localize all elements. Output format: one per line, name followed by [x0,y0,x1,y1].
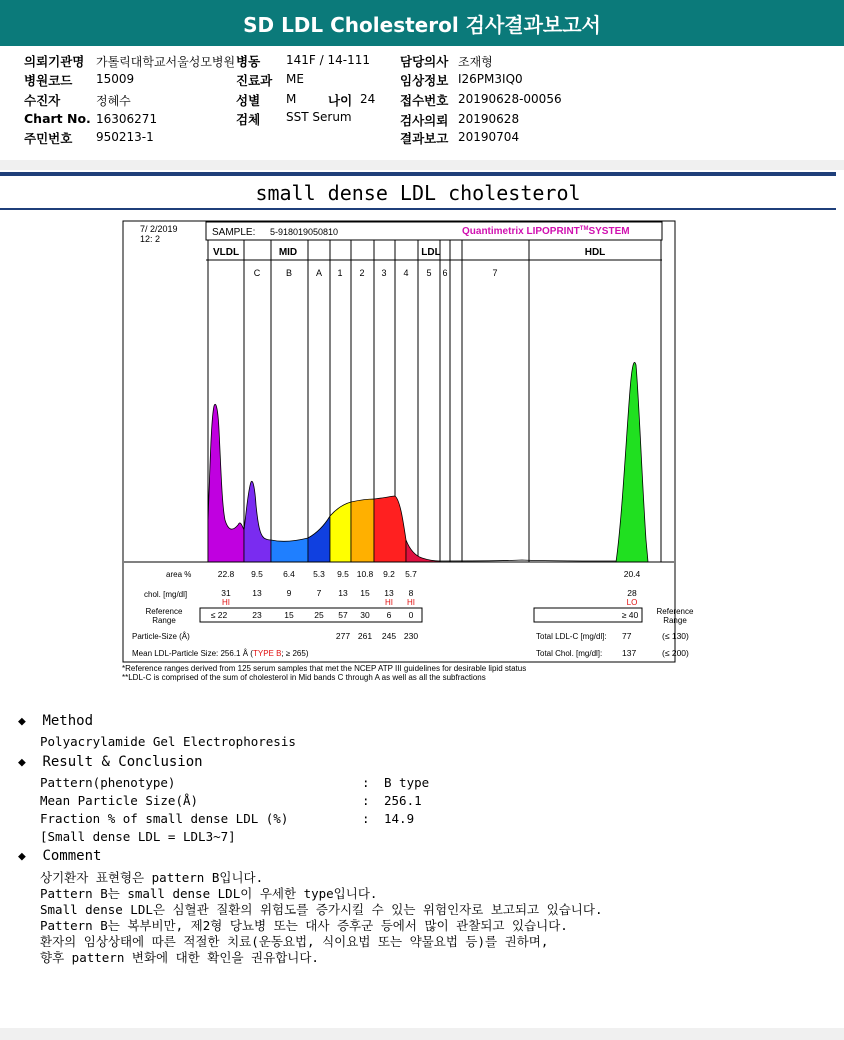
fraction-area [351,499,374,562]
pattern-value: B type [384,775,430,790]
clinical-label: 임상정보 [400,73,449,88]
comment-line-5: 환자의 임상상태에 따른 적절한 치료(운동요법, 식이요법 또는 약물요법 등)를 권하며, [40,934,549,949]
band-label: 6 [442,268,448,278]
hdl-chol-value: 28 [627,588,637,598]
separator [0,160,844,170]
report-title: SD LDL Cholesterol 검사결과보고서 [0,0,844,46]
total-chol-label: Total Chol. [mg/dl]: [536,649,603,658]
result-row-size [40,793,422,808]
ref-label: Range [152,616,176,625]
band-label: 4 [403,268,409,278]
ref-value: 6 [386,610,392,620]
dept-label: 진료과 [236,73,273,88]
hdl-ref-value: ≥ 40 [621,610,639,620]
patient-value: 정혜수 [96,94,131,108]
particle-label: Particle-Size (Å) [132,632,190,641]
comment-line-3: Small dense LDL은 심혈관 질환의 위험도를 증가시킬 수 있는 위험인자로 보고되고 있습니다. [40,902,603,917]
result-title: Result & Conclusion [42,754,203,770]
id-value: 950213-1 [96,130,154,144]
colon: : [362,775,370,790]
ref-value: 15 [284,610,294,620]
diamond-icon: ◆ [18,755,26,770]
ref-label-right: Range [663,616,687,625]
specimen-label: 검체 [236,112,261,127]
chart-no-value: 16306271 [96,112,158,126]
fraction-area [271,538,308,562]
chart-no-label: Chart No. [24,111,91,126]
chol-value: 13 [252,588,262,598]
comment-title: Comment [42,848,102,864]
pattern-label: Pattern(phenotype) [40,775,176,790]
patient-label: 수진자 [24,93,61,108]
report-date-value: 20190704 [458,130,520,144]
flag-hi: HI [385,598,393,607]
request-value: 20190628 [458,112,520,126]
particle-value: 230 [403,631,419,641]
result-row-pattern [40,775,430,790]
ref-value: 57 [338,610,348,620]
size-value: 256.1 [384,793,422,808]
size-label: Mean Particle Size(Å) [40,793,199,808]
particle-value: 261 [357,631,373,641]
colon: : [362,793,370,808]
sample-label: SAMPLE: [212,227,256,238]
flag-hi: HI [222,598,230,607]
clinical-value: I26PM3IQ0 [458,72,523,86]
mean-type: TYPE B [252,649,282,658]
ref-value: 25 [314,610,324,620]
result-note: [Small dense LDL = LDL3~7] [40,829,236,844]
request-label: 검사의뢰 [400,113,449,128]
mean-size-line [132,649,309,658]
code-value: 15009 [96,72,135,86]
report-date-label: 결과보고 [400,131,449,146]
fraction-label: Fraction % of small dense LDL (%) [40,811,289,826]
area-value: 9.5 [251,569,263,579]
chol-value: 15 [360,588,370,598]
group-label: VLDL [212,247,240,258]
band-label: 1 [337,268,343,278]
total-chol-value: 137 [622,648,637,658]
group-label: HDL [584,247,606,258]
sample-id: 5-918019050810 [270,227,339,237]
colon: : [362,811,370,826]
mean-label: Mean LDL-Particle Size: [132,649,221,658]
total-ldl-label: Total LDL-C [mg/dl]: [536,632,607,641]
chart-frame [123,221,675,662]
mean-ref-open: ( [250,649,253,658]
note-1: *Reference ranges derived from 125 serum samples that met the NCEP ATP III guidelines for desirable lipid status [122,664,527,673]
bottom-rule [0,208,836,210]
comment-heading [18,848,101,864]
section-title: small dense LDL cholesterol [255,181,581,205]
mean-value: 256.1 Å [220,649,251,658]
comment-line-1: 상기환자 표현형은 pattern B입니다. [40,870,264,885]
band-label: 5 [426,268,432,278]
method-heading [18,713,93,729]
doctor-value: 조재형 [458,55,493,69]
area-value: 10.8 [356,569,374,579]
result-heading [18,754,203,770]
ward-value: 141F / 14-111 [286,53,370,67]
fraction-value: 14.9 [384,811,415,826]
chol-value: 7 [316,588,322,598]
chol-label: chol. [mg/dl] [144,590,188,599]
group-label: LDL [421,247,441,258]
sex-label: 성별 [236,93,261,108]
hospital-label: 의뢰기관명 [24,54,85,69]
receipt-label: 접수번호 [400,93,449,108]
brand-name: Quantimetrix LIPOPRINT™SYSTEM [462,226,630,237]
hdl-area-value: 20.4 [623,569,641,579]
ref-value: ≤ 22 [210,610,228,620]
patient-info-panel [0,46,844,162]
specimen-value: SST Serum [286,110,352,124]
chol-value: 9 [286,588,292,598]
flag-lo: LO [626,598,638,607]
receipt-value: 20190628-00056 [458,92,562,106]
age-value: 24 [360,92,376,106]
area-value: 22.8 [217,569,235,579]
total-chol-ref: (≤ 200) [662,648,689,658]
lipoprint-svg [122,220,694,664]
chol-value: 31 [221,588,231,598]
diamond-icon: ◆ [18,714,26,729]
hospital-value: 가톨릭대학교서울성모병원 [96,55,236,69]
area-value: 6.4 [283,569,295,579]
method-title: Method [42,713,94,729]
code-label: 병원코드 [24,73,73,88]
footer-bar [0,1028,844,1040]
chart-notes [122,664,682,682]
total-ldl-ref: (≤ 130) [662,631,689,641]
diamond-icon: ◆ [18,849,26,864]
ref-label-right: Reference [656,607,694,616]
area-label: area % [166,570,192,579]
chol-value: 13 [338,588,348,598]
flag-hi: HI [407,598,415,607]
doctor-label: 담당의사 [400,54,449,69]
ref-label: Reference [145,607,183,616]
area-value: 9.5 [337,569,349,579]
chart-time: 12: 2 [140,234,161,244]
comment-line-2: Pattern B는 small dense LDL이 우세한 type입니다. [40,886,378,901]
area-value: 9.2 [383,569,395,579]
chol-value: 13 [384,588,394,598]
band-label: A [315,268,323,278]
band-label: C [253,268,261,278]
ward-label: 병동 [236,54,261,69]
band-label: 2 [359,268,365,278]
comment-line-6: 향후 pattern 변화에 대한 확인을 권유합니다. [40,950,319,965]
particle-value: 277 [335,631,351,641]
lipoprint-chart [122,220,694,685]
area-value: 5.7 [405,569,417,579]
id-label: 주민번호 [24,131,73,146]
group-label: MID [278,247,298,258]
band-label: B [285,268,293,278]
ref-value: 0 [408,610,414,620]
comment-line-4: Pattern B는 복부비만, 제2형 당뇨병 또는 대사 증후군 등에서 많이 관찰되고 있습니다. [40,918,568,933]
result-row-fraction [40,811,415,826]
age-label: 나이 [328,93,353,108]
band-label: 7 [492,268,498,278]
note-2: **LDL-C is comprised of the sum of cholesterol in Mid bands C through A as well as all the subfractions [122,673,486,682]
chol-value: 8 [408,588,414,598]
dept-value: ME [286,72,304,86]
particle-value: 245 [381,631,397,641]
band-label: 3 [381,268,387,278]
total-ldl-value: 77 [622,631,632,641]
method-text: Polyacrylamide Gel Electrophoresis [40,734,296,749]
area-value: 5.3 [313,569,325,579]
ref-value: 23 [252,610,262,620]
mean-ref: ; ≥ 265) [281,649,309,658]
ref-value: 30 [360,610,370,620]
sex-value: M [286,92,297,106]
chart-date: 7/ 2/2019 [140,224,178,234]
